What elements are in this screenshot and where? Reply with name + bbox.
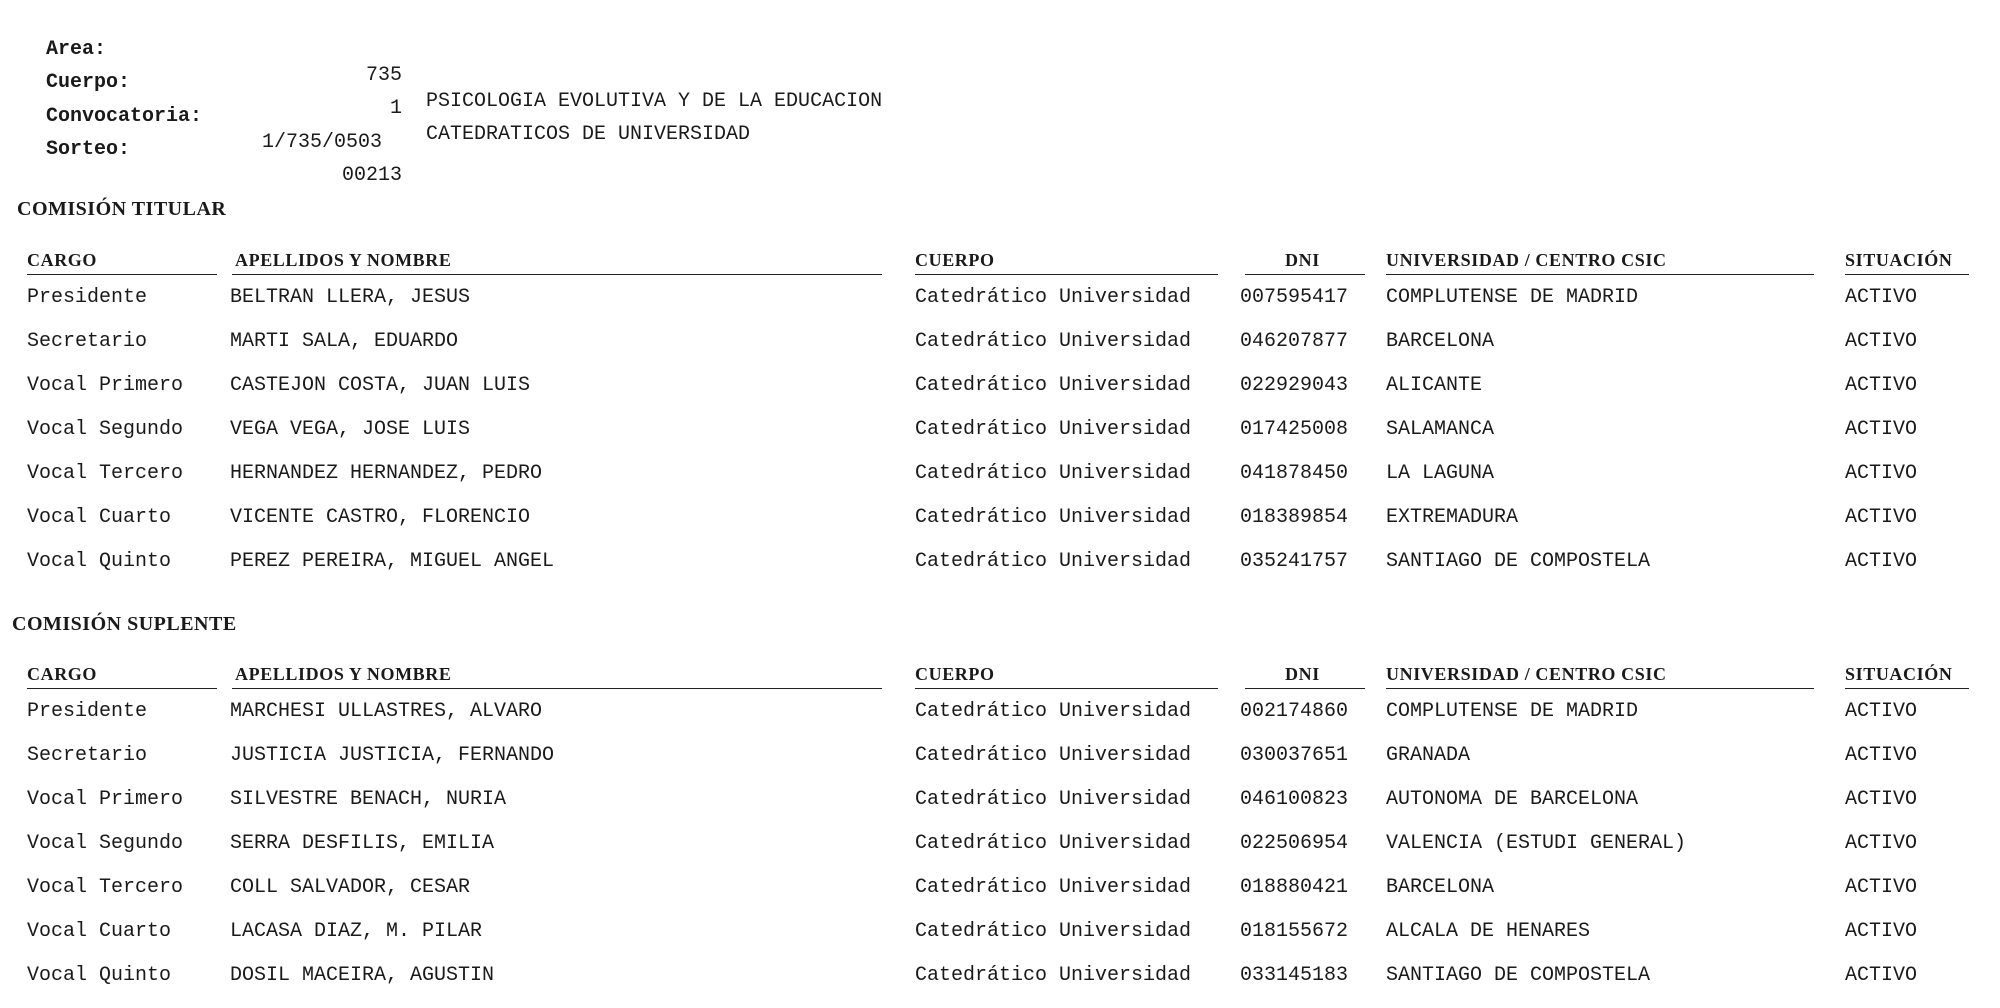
col-header-cuerpo: CUERPO [915,664,995,684]
cell-univ: EXTREMADURA [1386,506,1519,529]
cell-dni: 022506954 [1240,832,1349,855]
section-title-titular: COMISIÓN TITULAR [17,198,227,220]
cell-situacion: ACTIVO [1845,788,1918,811]
col-header-univ: UNIVERSIDAD / CENTRO CSIC [1386,250,1667,270]
col-header-nombre: APELLIDOS Y NOMBRE [235,664,452,684]
table-row [0,832,2000,876]
col-header-underline [1386,274,1814,275]
col-header-underline [1245,688,1365,689]
table-row [0,418,2000,462]
cell-nombre: PEREZ PEREIRA, MIGUEL ANGEL [230,550,555,573]
table-row [0,876,2000,920]
cell-situacion: ACTIVO [1845,920,1918,943]
cell-situacion: ACTIVO [1845,744,1918,767]
col-header-underline [915,688,1218,689]
cell-nombre: HERNANDEZ HERNANDEZ, PEDRO [230,462,543,485]
table-row [0,788,2000,832]
cell-dni: 046207877 [1240,330,1349,353]
cell-dni: 030037651 [1240,744,1349,767]
cell-nombre: SILVESTRE BENACH, NURIA [230,788,507,811]
cell-cuerpo: Catedrático Universidad [915,788,1192,811]
table-row [0,700,2000,744]
cell-cuerpo: Catedrático Universidad [915,744,1192,767]
col-header-cargo: CARGO [27,664,97,684]
cell-nombre: COLL SALVADOR, CESAR [230,876,471,899]
cell-cuerpo: Catedrático Universidad [915,964,1192,987]
cell-univ: ALICANTE [1386,374,1483,397]
cell-situacion: ACTIVO [1845,418,1918,441]
cell-cuerpo: Catedrático Universidad [915,506,1192,529]
cuerpo-code: 1 [389,97,402,120]
col-header-cuerpo: CUERPO [915,250,995,270]
cell-univ: GRANADA [1386,744,1471,767]
col-header-dni: DNI [1285,664,1320,684]
cell-nombre: VICENTE CASTRO, FLORENCIO [230,506,531,529]
cell-nombre: JUSTICIA JUSTICIA, FERNANDO [230,744,555,767]
col-header-sit: SITUACIÓN [1845,250,1953,270]
col-header-underline [1386,688,1814,689]
cell-dni: 007595417 [1240,286,1349,309]
cell-situacion: ACTIVO [1845,462,1918,485]
cell-situacion: ACTIVO [1845,330,1918,353]
col-header-univ: UNIVERSIDAD / CENTRO CSIC [1386,664,1667,684]
cell-cuerpo: Catedrático Universidad [915,832,1192,855]
cell-cuerpo: Catedrático Universidad [915,550,1192,573]
cell-cargo: Presidente [27,700,148,723]
cell-cargo: Vocal Cuarto [27,506,172,529]
cell-cargo: Vocal Tercero [27,876,184,899]
area-label: Area: [46,38,107,61]
cell-dni: 018389854 [1240,506,1349,529]
cell-nombre: BELTRAN LLERA, JESUS [230,286,471,309]
table-row [0,330,2000,374]
cell-situacion: ACTIVO [1845,700,1918,723]
col-header-dni: DNI [1285,250,1320,270]
col-header-underline [915,274,1218,275]
cuerpo-desc: CATEDRATICOS DE UNIVERSIDAD [426,123,751,146]
table-row [0,744,2000,788]
cell-cargo: Vocal Primero [27,374,184,397]
cell-dni: 002174860 [1240,700,1349,723]
cell-situacion: ACTIVO [1845,286,1918,309]
cell-nombre: SERRA DESFILIS, EMILIA [230,832,495,855]
table-row [0,506,2000,550]
cell-cuerpo: Catedrático Universidad [915,330,1192,353]
cell-dni: 018880421 [1240,876,1349,899]
area-code: 735 [365,64,402,87]
col-header-underline [1845,688,1969,689]
table-row [0,920,2000,964]
cell-dni: 022929043 [1240,374,1349,397]
cell-univ: BARCELONA [1386,330,1495,353]
col-header-nombre: APELLIDOS Y NOMBRE [235,250,452,270]
cuerpo-label: Cuerpo: [46,71,131,94]
cell-cargo: Secretario [27,744,148,767]
cell-cuerpo: Catedrático Universidad [915,418,1192,441]
cell-nombre: VEGA VEGA, JOSE LUIS [230,418,471,441]
cell-dni: 046100823 [1240,788,1349,811]
cell-univ: COMPLUTENSE DE MADRID [1386,286,1639,309]
cell-cargo: Vocal Primero [27,788,184,811]
cell-univ: AUTONOMA DE BARCELONA [1386,788,1639,811]
col-header-cargo: CARGO [27,250,97,270]
convocatoria-code: 1/735/0503 [262,131,383,154]
cell-situacion: ACTIVO [1845,550,1918,573]
cell-nombre: MARCHESI ULLASTRES, ALVARO [230,700,543,723]
col-header-sit: SITUACIÓN [1845,664,1953,684]
cell-nombre: LACASA DIAZ, M. PILAR [230,920,483,943]
table-row [0,964,2000,1008]
cell-dni: 017425008 [1240,418,1349,441]
cell-nombre: CASTEJON COSTA, JUAN LUIS [230,374,531,397]
col-header-underline [1245,274,1365,275]
convocatoria-label: Convocatoria: [46,105,203,128]
cell-dni: 041878450 [1240,462,1349,485]
cell-cargo: Vocal Cuarto [27,920,172,943]
cell-cuerpo: Catedrático Universidad [915,876,1192,899]
cell-situacion: ACTIVO [1845,964,1918,987]
cell-situacion: ACTIVO [1845,832,1918,855]
col-header-underline [27,274,217,275]
col-header-underline [232,274,882,275]
cell-cargo: Vocal Quinto [27,550,172,573]
cell-situacion: ACTIVO [1845,506,1918,529]
cell-cargo: Secretario [27,330,148,353]
cell-cargo: Vocal Tercero [27,462,184,485]
cell-cuerpo: Catedrático Universidad [915,286,1192,309]
table-row [0,374,2000,418]
cell-univ: BARCELONA [1386,876,1495,899]
col-header-underline [232,688,882,689]
cell-nombre: MARTI SALA, EDUARDO [230,330,459,353]
table-row [0,462,2000,506]
cell-cargo: Vocal Quinto [27,964,172,987]
cell-univ: SANTIAGO DE COMPOSTELA [1386,550,1651,573]
cell-dni: 018155672 [1240,920,1349,943]
cell-cuerpo: Catedrático Universidad [915,920,1192,943]
sorteo-label: Sorteo: [46,138,131,161]
cell-situacion: ACTIVO [1845,876,1918,899]
cell-univ: SALAMANCA [1386,418,1495,441]
cell-univ: ALCALA DE HENARES [1386,920,1591,943]
cell-cargo: Vocal Segundo [27,418,184,441]
cell-cuerpo: Catedrático Universidad [915,462,1192,485]
cell-situacion: ACTIVO [1845,374,1918,397]
cell-cuerpo: Catedrático Universidad [915,374,1192,397]
cell-cargo: Vocal Segundo [27,832,184,855]
cell-cuerpo: Catedrático Universidad [915,700,1192,723]
cell-dni: 035241757 [1240,550,1349,573]
table-row [0,286,2000,330]
cell-univ: COMPLUTENSE DE MADRID [1386,700,1639,723]
area-desc: PSICOLOGIA EVOLUTIVA Y DE LA EDUCACION [426,90,883,113]
table-row [0,550,2000,594]
sorteo-code: 00213 [341,164,402,187]
section-title-suplente: COMISIÓN SUPLENTE [12,613,237,635]
cell-univ: SANTIAGO DE COMPOSTELA [1386,964,1651,987]
col-header-underline [27,688,217,689]
cell-dni: 033145183 [1240,964,1349,987]
cell-univ: VALENCIA (ESTUDI GENERAL) [1386,832,1687,855]
cell-nombre: DOSIL MACEIRA, AGUSTIN [230,964,495,987]
cell-univ: LA LAGUNA [1386,462,1495,485]
cell-cargo: Presidente [27,286,148,309]
col-header-underline [1845,274,1969,275]
